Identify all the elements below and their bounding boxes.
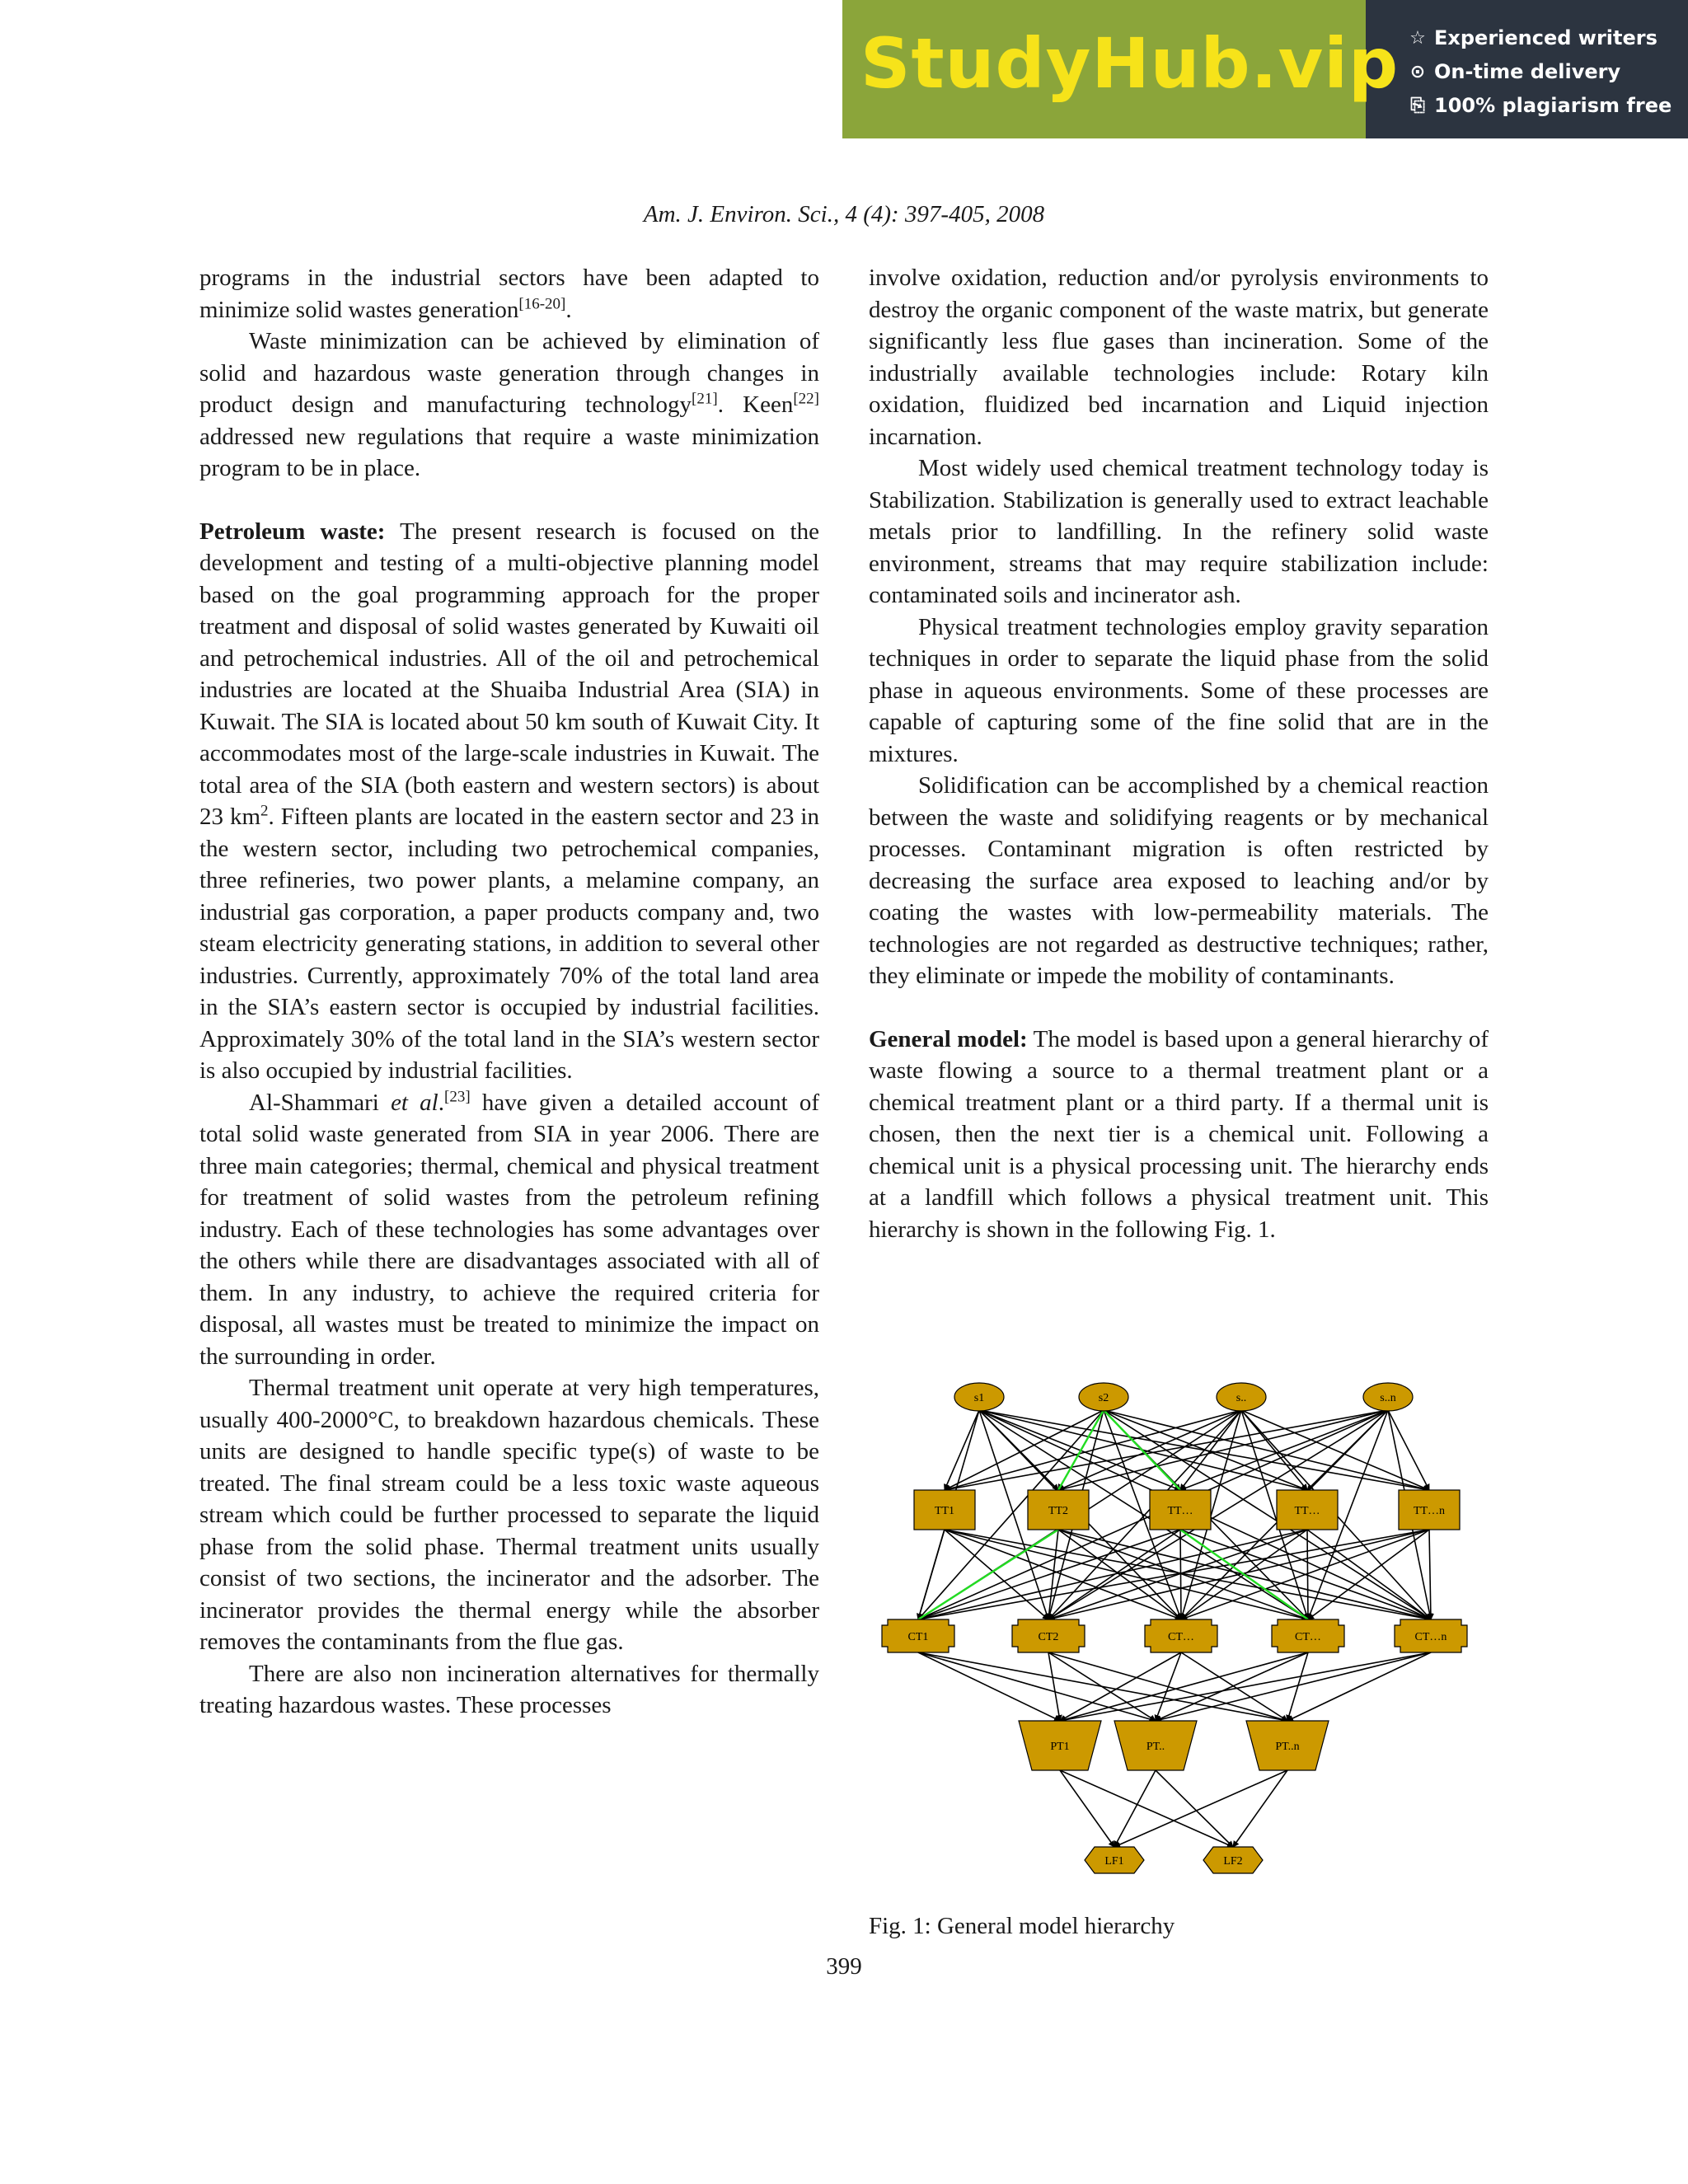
- landfill-node-label: LF2: [1223, 1855, 1243, 1868]
- edge-physical-landfill: [1114, 1770, 1156, 1847]
- source-node-label: s..n: [1380, 1392, 1396, 1404]
- paragraph: Al-Shammari et al.[23] have given a detailed account of total solid waste generated from SIA in year 2006. There are three main categories; thermal, chemical and physical treatment for treatment of solid wastes from the petroleum refining industry. Each of these technologies has some advantages over the others while there are disadvantages associated with all of them. In any industry, to achieve the required criteria for disposal, all wastes must be treated to minimize the impact on the surrounding in order.: [199, 1087, 819, 1370]
- feature-label: 100% plagiarism free: [1434, 94, 1672, 117]
- paragraph: involve oxidation, reduction and/or pyrolysis environments to destroy the organic component of the waste matrix, but generate significantly less flue gases than incineration. Some of the industrially available technologies include: Rotary kiln oxidation, fluidized bed incarnation and Liquid injection incarnation.: [869, 265, 1489, 450]
- hierarchy-diagram: [869, 1368, 1489, 1879]
- section-heading: General model:: [869, 1025, 1028, 1052]
- citation-ref: [16-20]: [518, 294, 566, 312]
- chemical-node-label: CT…: [1168, 1631, 1194, 1643]
- source-node-label: s1: [973, 1392, 985, 1404]
- thermal-node-label: TT2: [1048, 1505, 1069, 1517]
- paragraph: Waste minimization can be achieved by elimination of solid and hazardous waste generation through changes in product design and manufacturing technology[21]. Keen[22] addressed new regulations that require a waste minimization program to be in place.: [199, 328, 820, 481]
- chemical-node-label: CT…n: [1414, 1631, 1447, 1643]
- edge-thermal-chemical: [1058, 1530, 1308, 1619]
- page-number: 399: [826, 1953, 862, 1980]
- section-heading: Petroleum waste:: [199, 518, 386, 545]
- edge-chemical-physical: [1287, 1652, 1431, 1721]
- edge-chemical-physical: [1048, 1652, 1156, 1721]
- physical-node-label: PT..n: [1275, 1741, 1300, 1753]
- feature-label: On-time delivery: [1434, 60, 1621, 83]
- edge-source-thermal: [1241, 1410, 1429, 1490]
- edge-thermal-chemical: [1307, 1530, 1308, 1619]
- edge-thermal-chemical: [1058, 1530, 1181, 1619]
- feature-plagiarism-free: [1408, 89, 1672, 123]
- ad-banner[interactable]: [842, 0, 1688, 138]
- diagram-nodes: [882, 1383, 1467, 1873]
- chemical-node-label: CT…: [1295, 1631, 1321, 1643]
- edge-physical-landfill: [1060, 1770, 1233, 1847]
- paragraph: programs in the industrial sectors have been adapted to minimize solid wastes generation[16-20].: [199, 265, 819, 323]
- edge-source-thermal: [945, 1410, 979, 1490]
- landfill-node-label: LF1: [1104, 1855, 1124, 1868]
- banner-logo-box[interactable]: [842, 0, 1400, 138]
- paragraph: Thermal treatment unit operate at very high temperatures, usually 400-2000°C, to breakdown hazardous chemicals. These units are designed to handle specific type(s) of waste to be treated. The final stream could be a less toxic waste aqueous stream which could be further processed to separate the liquid phase from the solid phase. Thermal treatment units usually consist of two sections, the incinerator and the adsorber. The incinerator provides the thermal energy while the absorber removes the contaminants from the flue gas.: [199, 1375, 819, 1655]
- physical-node-label: PT..: [1146, 1741, 1165, 1753]
- thermal-node-label: TT…n: [1413, 1505, 1446, 1517]
- left-column: [199, 262, 819, 1722]
- star-icon: ☆: [1409, 28, 1426, 49]
- chemical-node-label: CT1: [907, 1631, 929, 1643]
- paragraph: There are also non incineration alternatives for thermally treating hazardous wastes. These processes: [199, 1660, 819, 1718]
- citation-ref: [21]: [692, 390, 718, 408]
- edge-thermal-chemical: [918, 1530, 1429, 1619]
- edge-thermal-chemical: [1048, 1530, 1429, 1619]
- physical-node-label: PT1: [1050, 1741, 1070, 1753]
- citation-ref: [22]: [793, 390, 820, 408]
- clock-icon: ⊙: [1409, 62, 1426, 82]
- paragraph: Most widely used chemical treatment technology today is Stabilization. Stabilization is generally used to extract leachable metals prior to landfilling. In the refinery solid waste environment, streams that may require stabilization include: contaminated soils and incinerator ash.: [869, 455, 1489, 608]
- edge-thermal-chemical: [945, 1530, 1308, 1619]
- edge-thermal-chemical: [1429, 1530, 1431, 1619]
- running-header: Am. J. Environ. Sci., 4 (4): 397-405, 2008: [643, 201, 1045, 227]
- edge-physical-landfill: [1156, 1770, 1233, 1847]
- chemical-node-label: CT2: [1038, 1631, 1059, 1643]
- banner-features: [1408, 21, 1672, 123]
- figure-model-hierarchy: [869, 1368, 1489, 1879]
- source-node-label: s..: [1236, 1392, 1247, 1404]
- studyhub-logo[interactable]: StudyHub.vip: [860, 23, 1400, 104]
- edge-source-thermal: [1388, 1410, 1429, 1490]
- section-general-model: General model: The model is based upon a general hierarchy of waste flowing a source to a thermal treatment plant or a chemical treatment plant or a third party. If a thermal unit is chosen, then the next tier is a chemical unit. Following a chemical unit is a physical processing unit. The hierarchy ends at a landfill which follows a physical treatment unit. This hierarchy is shown in the following Fig. 1.: [869, 1025, 1489, 1243]
- thermal-node-label: TT…: [1167, 1505, 1193, 1517]
- section-petroleum-waste: Petroleum waste: The present research is focused on the development and testing of a multi-objective planning model based on the goal programming approach for the proper treatment and disposal of solid wastes generated by Kuwaiti oil and petrochemical industries. All of the oil and petrochemical industries are located at the Shuaiba Industrial Area (SIA) in Kuwait. The SIA is located about 50 km south of Kuwait City. It accommodates most of the large-scale industries in Kuwait. The total area of the SIA (both eastern and western sectors) is about 23 $km^2$. Fifteen plants are located in the eastern sector and 23 in the western sector, including two petrochemical companies, three refineries, two power plants, a melamine company, an industrial gas corporation, a paper products company and, two steam electricity generating stations, in addition to several other industries. Currently, approximately 70% of the total land area in the SIA’s eastern sector is occupied by industrial facilities. Approximately 30% of the total land in the SIA’s western sector is also occupied by industrial facilities.: [199, 518, 819, 1084]
- edge-thermal-chemical: [945, 1530, 1181, 1619]
- edge-thermal-chemical: [1180, 1530, 1181, 1619]
- edge-highlight: [918, 1530, 1058, 1619]
- citation-ref: [23]: [444, 1087, 471, 1105]
- edge-chemical-physical: [1048, 1652, 1060, 1721]
- source-node-label: s2: [1098, 1392, 1109, 1404]
- feature-experienced-writers: [1408, 21, 1672, 55]
- thermal-node-label: TT1: [934, 1505, 955, 1517]
- feature-on-time-delivery: [1408, 55, 1672, 89]
- paragraph: Solidification can be accomplished by a chemical reaction between the waste and solidifying reagents or by mechanical processes. Contaminant migration is often restricted by decreasing the surface area exposed to leaching and/or by coating the wastes with low-permeability materials. The technologies are not regarded as destructive techniques; rather, they eliminate or impede the mobility of contaminants.: [869, 772, 1489, 989]
- feature-label: Experienced writers: [1434, 26, 1658, 49]
- thermal-node-label: TT…: [1294, 1505, 1320, 1517]
- edge-source-thermal: [1104, 1410, 1429, 1490]
- paragraph: Physical treatment technologies employ gravity separation techniques in order to separate the liquid phase from the solid phase in aqueous environments. Some of these processes are capable of capturing some of the fine solid that are in the mixtures.: [869, 613, 1489, 767]
- document-check-icon: ⎘: [1410, 96, 1425, 116]
- edge-thermal-chemical: [1048, 1530, 1307, 1619]
- right-column: [869, 262, 1489, 1245]
- figure-caption: Fig. 1: General model hierarchy: [869, 1913, 1175, 1939]
- edge-physical-landfill: [1114, 1770, 1287, 1847]
- edge-chemical-physical: [1060, 1652, 1431, 1721]
